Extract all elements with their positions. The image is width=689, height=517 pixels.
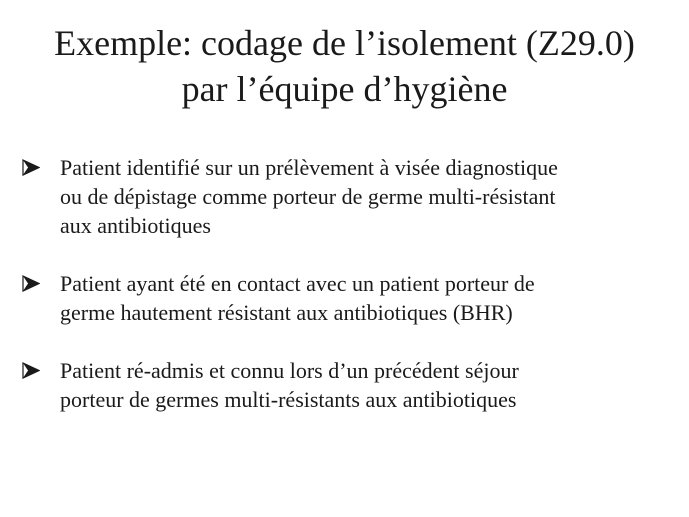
bullet-text-line: aux antibiotiques: [60, 213, 211, 238]
bullet-text-line: porteur de germes multi-résistants aux antibiotiques: [60, 387, 517, 412]
arrow-bullet-icon: [22, 275, 40, 292]
arrow-bullet-icon: [22, 362, 40, 379]
bullet-text-line: Patient ré-admis et connu lors d’un précédent séjour: [60, 358, 519, 383]
bullet-list: [22, 153, 682, 443]
slide-title: [0, 20, 689, 112]
bullet-item: [22, 269, 682, 327]
slide-title-line: par l’équipe d’hygiène: [181, 69, 508, 109]
bullet-item: [22, 153, 682, 240]
bullet-text-line: Patient identifié sur un prélèvement à visée diagnostique: [60, 155, 558, 180]
arrow-bullet-icon: [22, 159, 40, 176]
bullet-item: [22, 356, 682, 414]
slide-title-line: Exemple: codage de l’isolement (Z29.0): [54, 23, 635, 63]
bullet-text-line: ou de dépistage comme porteur de germe multi-résistant: [60, 184, 556, 209]
bullet-text-line: germe hautement résistant aux antibiotiques (BHR): [60, 300, 513, 325]
bullet-text-line: Patient ayant été en contact avec un patient porteur de: [60, 271, 535, 296]
